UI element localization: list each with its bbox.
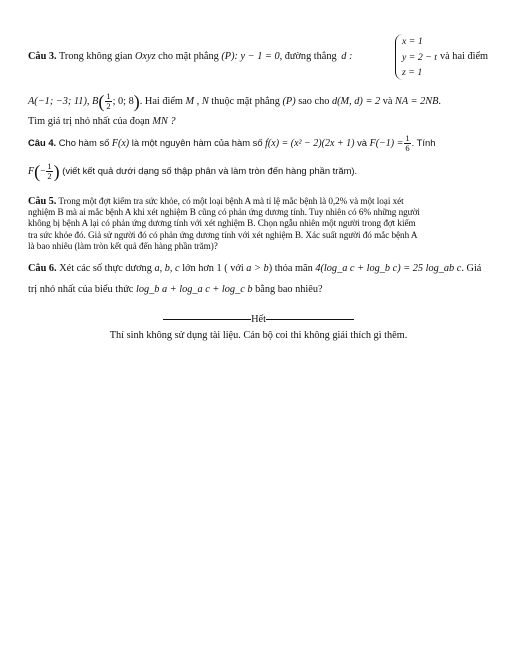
q3-system-eq-2: y = 2 − t — [402, 51, 437, 63]
end-rule-right — [266, 319, 354, 320]
question-4-line-2: F(− $\frac{1}{2}$ ) (viết kết quả dưới dạng số thập phân và làm tròn đến hàng phần trăm). — [28, 161, 358, 182]
q4-antiderivative: F(x) — [111, 137, 130, 149]
q3-point-b-coords: ; 0; 8 — [112, 95, 134, 107]
q6-text: trị nhỏ nhất của biểu thức — [28, 284, 134, 295]
q4-text: Cho hàm số — [58, 136, 110, 148]
q5-line-4: tra sức khỏe đó. Giả sử người đó có phản ứng dương tính với xét nghiệm B. Xác suất người đó mắc bệnh A — [28, 229, 418, 240]
q3-plane-equation: (P): y − 1 = 0 — [221, 51, 280, 62]
q5-line-3: không bị bệnh A lại có phản ứng dương tính với xét nghiệm B. Chọn ngẫu nhiên một người trong đợt kiểm — [28, 218, 416, 229]
q3-line-system — [402, 34, 437, 81]
q3-line-1-tail — [440, 50, 500, 64]
q6-equation: 4(log_a c + log_b c) = 25 log_ab c — [315, 263, 462, 274]
q3-ratio-condition: NA = 2NB — [395, 95, 439, 107]
q3-system-eq-3: z = 1 — [402, 67, 423, 78]
q3-text: và — [382, 95, 393, 107]
question-3-line-3 — [28, 115, 496, 129]
q3-text: Trong không gian — [59, 51, 133, 62]
q5-line-1: Trong một đợt kiểm tra sức khỏe, có một loại bệnh A mà tỉ lệ mắc bệnh là 0,2% và một loại xét — [58, 196, 404, 206]
question-3-line-2: A(−1; −3; 11), B( $\frac{1}{2}$ ; 0; 8). Hai điểm M , N thuộc mặt phẳng (P) sao cho d(M, d) = 2 và NA = 2NB. — [28, 91, 441, 112]
q3-text: , đường thẳng — [279, 51, 337, 62]
end-rule-left — [163, 319, 251, 320]
question-4-line-1 — [28, 134, 496, 153]
q5-line-2: nghiệm B mà ai mắc bệnh A khi xét nghiệm B cũng có phản ứng dương tính. Tuy nhiên có 6% những người — [28, 207, 420, 218]
q6-text: Xét các số thực dương — [59, 263, 152, 274]
q3-point-a: A(−1; −3; 11) — [28, 95, 87, 107]
exam-note: Thí sinh không sử dụng tài liệu. Cán bộ coi thi không giải thích gì thêm. — [109, 330, 408, 341]
q3-distance-condition: d(M, d) = 2 — [331, 95, 381, 107]
q3-text: . Hai điểm — [139, 95, 183, 107]
q3-point-b-fraction: $\frac{1}{2}$ — [106, 91, 111, 111]
q4-text: là một nguyên hàm của hàm số — [131, 136, 263, 148]
q4-text: và — [357, 136, 367, 148]
q4-initial-condition: F(−1) = — [369, 137, 404, 149]
q3-text: sao cho — [298, 95, 330, 107]
q3-text: cho mặt phẳng — [158, 51, 219, 62]
question-6-label: Câu 6. — [28, 263, 57, 274]
q3-space: Oxyz — [135, 51, 156, 62]
q6-variables: a, b, c — [154, 263, 180, 274]
q4-target-sign: − — [40, 166, 46, 177]
q3-plane-ref: (P) — [282, 95, 296, 107]
q3-points-mn: M , N — [185, 95, 209, 107]
q6-expression: log_b a + log_a c + log_c b — [135, 284, 253, 295]
q4-target-function: F — [28, 165, 35, 177]
q3-point-b-name: B — [92, 95, 99, 107]
q3-system-eq-1: x = 1 — [402, 36, 423, 47]
q3-text: và hai điểm — [440, 51, 489, 62]
q6-question: bằng bao nhiêu? — [255, 284, 323, 295]
q4-text: . Tính — [411, 136, 436, 148]
end-label: Hết — [251, 314, 266, 325]
q3-segment: MN ? — [152, 116, 176, 127]
q5-line-5: là bao nhiêu (làm tròn kết quả đến hàng phần trăm)? — [28, 240, 218, 251]
q6-text: lớn hơn 1 ( với — [182, 263, 244, 274]
q3-text: thuộc mặt phẳng — [211, 95, 280, 107]
question-5 — [28, 196, 496, 252]
q6-text: . Giá — [461, 263, 482, 274]
q4-initial-fraction: $\frac{1}{6}$ — [405, 133, 410, 153]
q3-question: Tìm giá trị nhỏ nhất của đoạn — [28, 116, 150, 127]
question-6-line-1 — [28, 262, 496, 276]
end-marker — [0, 314, 517, 325]
q4-target-fraction: $\frac{1}{2}$ — [47, 161, 52, 181]
q6-condition: a > b — [246, 263, 269, 274]
q6-text: ) thỏa mãn — [268, 263, 313, 274]
q4-function: f(x) = (x² − 2)(2x + 1) — [265, 137, 355, 149]
question-4-label: Câu 4. — [28, 136, 57, 148]
question-6-line-2 — [28, 283, 496, 297]
question-5-label: Câu 5. — [28, 196, 57, 207]
question-3-label: Câu 3. — [28, 51, 57, 62]
q3-line-name: d : — [341, 51, 353, 62]
q4-instruction: (viết kết quả dưới dạng số thập phân và làm tròn đến hàng phần trăm). — [62, 164, 358, 176]
